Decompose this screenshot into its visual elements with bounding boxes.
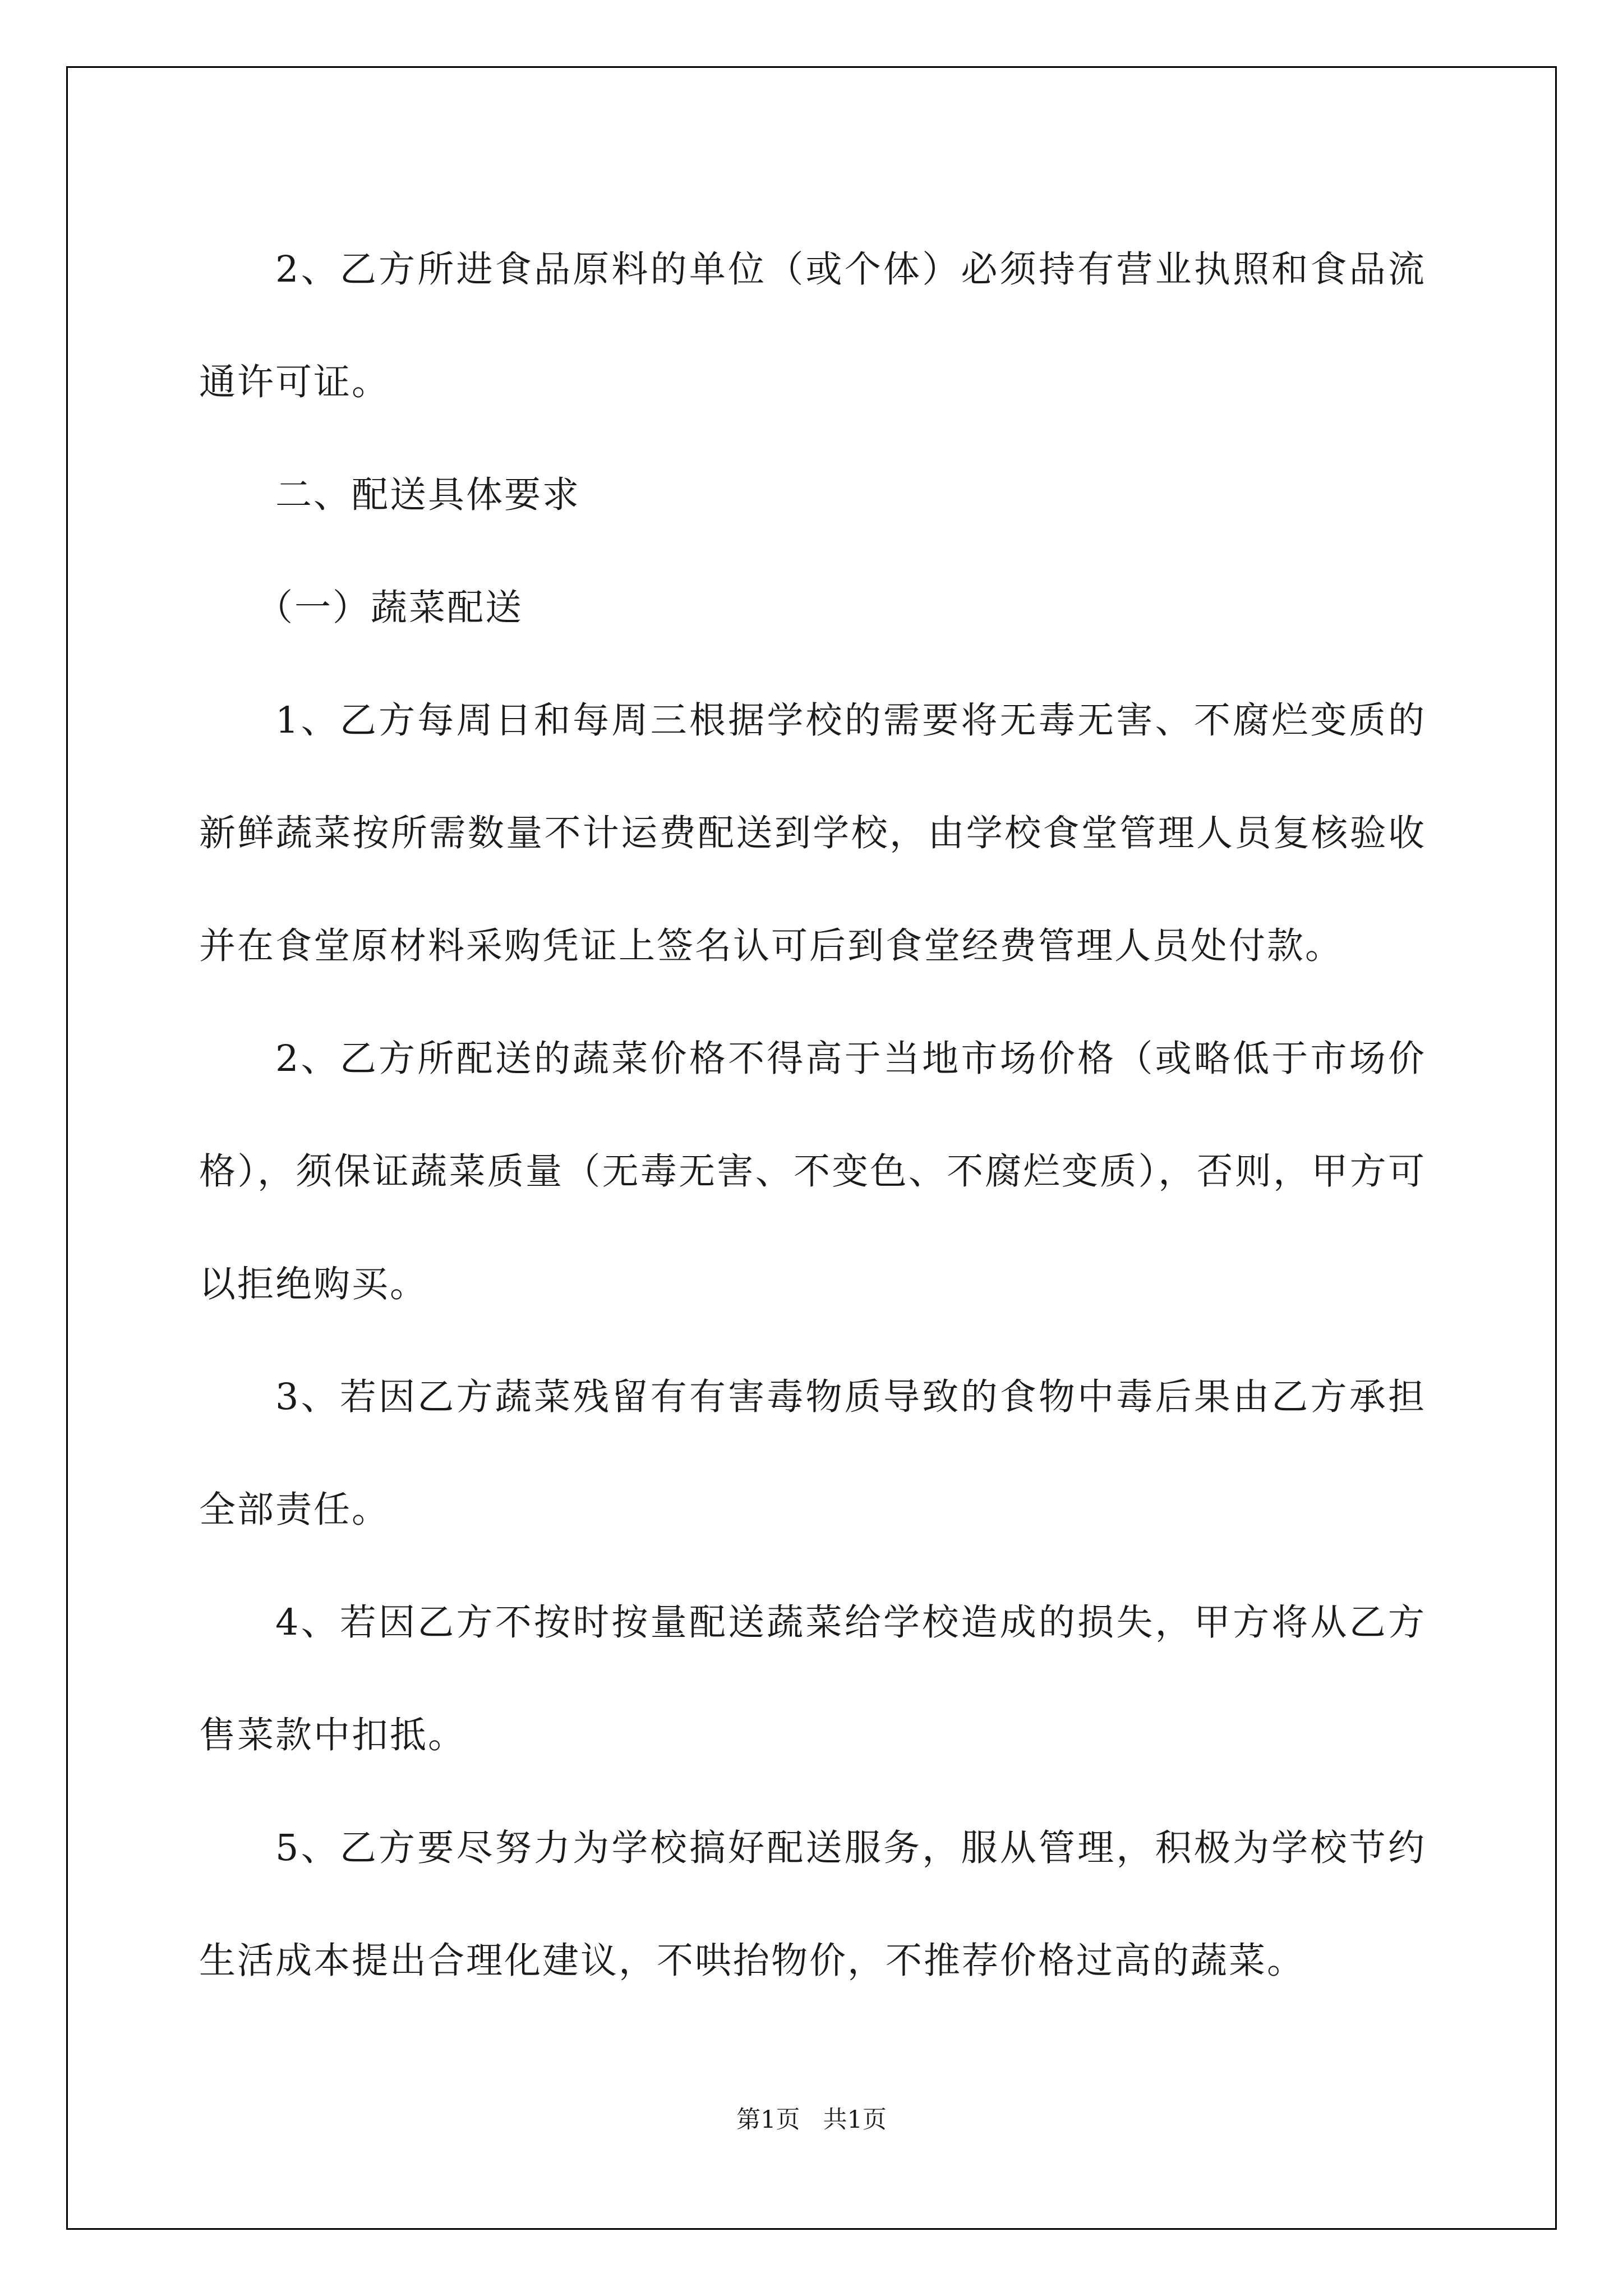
paragraph-delay-loss: 4、若因乙方不按时按量配送蔬菜给学校造成的损失，甲方将从乙方售菜款中扣抵。: [199, 1602, 1426, 1756]
page-footer: 第1页 共1页: [736, 2106, 887, 2134]
document-body: [199, 213, 1426, 2017]
section-heading-delivery-requirements: 二、配送具体要求: [275, 474, 581, 516]
subsection-heading-vegetable-delivery: （一）蔬菜配送: [256, 587, 524, 629]
paragraph-service-commitment: 5、乙方要尽努力为学校搞好配送服务，服从管理，积极为学校节约生活成本提出合理化建议，不哄抬物价，不推荐价格过高的蔬菜。: [199, 1827, 1426, 1982]
paragraph-delivery-schedule: 1、乙方每周日和每周三根据学校的需要将无毒无害、不腐烂变质的新鲜蔬菜按所需数量不计运费配送到学校，由学校食堂管理人员复核验收并在食堂原材料采购凭证上签名认可后到食堂经费管理人员处付款。: [199, 700, 1426, 967]
paragraph-price-quality: 2、乙方所配送的蔬菜价格不得高于当地市场价格（或略低于市场价格），须保证蔬菜质量（无毒无害、不变色、不腐烂变质），否则，甲方可以拒绝购买。: [199, 1038, 1426, 1305]
paragraph-supplier-license: 2、乙方所进食品原料的单位（或个体）必须持有营业执照和食品流通许可证。: [199, 249, 1426, 403]
paragraph-poisoning-liability: 3、若因乙方蔬菜残留有有害毒物质导致的食物中毒后果由乙方承担全部责任。: [199, 1376, 1426, 1531]
